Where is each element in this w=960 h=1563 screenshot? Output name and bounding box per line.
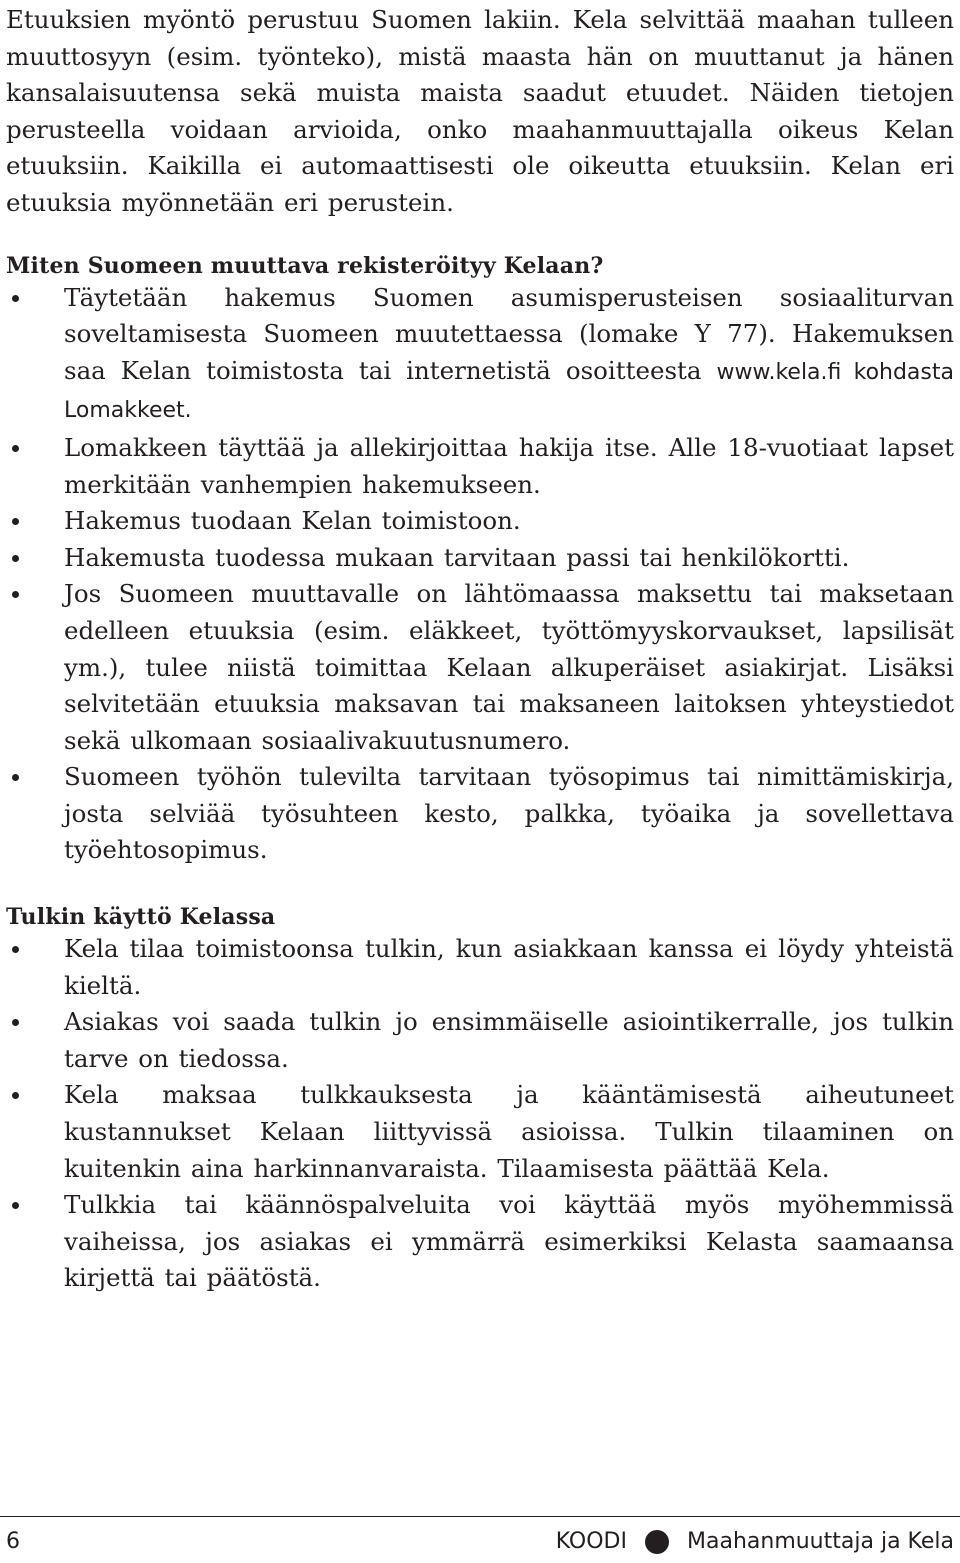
footer-divider — [0, 1516, 960, 1517]
registration-list — [6, 280, 954, 870]
bullet-icon — [12, 946, 19, 953]
list-item — [6, 430, 954, 503]
bullet-icon — [12, 1092, 19, 1099]
list-item-text: Kela maksaa tulkkauksesta ja kääntämisestä aiheutuneet kustannukset Kelaan liittyvissä asioissa. Tulkin tilaaminen on kuitenkin aina harkinnanvaraista. Tilaamisesta päättää Kela. — [64, 1080, 954, 1183]
list-item — [6, 1187, 954, 1297]
bullet-icon — [12, 295, 19, 302]
bullet-icon — [12, 591, 19, 598]
list-item-text: Tulkkia tai käännöspalveluita voi käyttää myös myöhemmissä vaiheissa, jos asiakas ei ymmärrä esimerkiksi Kelasta saamaansa kirjettä tai päätöstä. — [64, 1190, 954, 1293]
document-page — [6, 0, 954, 1297]
list-item — [6, 759, 954, 869]
bullet-icon — [12, 774, 19, 781]
circle-icon — [645, 1530, 669, 1554]
bullet-icon — [12, 555, 19, 562]
list-item-text: Lomakkeen täyttää ja allekirjoittaa hakija itse. Alle 18-vuotiaat lapset merkitään vanhempien hakemukseen. — [64, 432, 954, 499]
publication-title: Maahanmuuttaja ja Kela — [687, 1529, 954, 1554]
list-item-text: Kela tilaa toimistoonsa tulkin, kun asiakkaan kanssa ei löydy yhteistä kieltä. — [64, 934, 954, 1000]
list-item — [6, 540, 954, 577]
bullet-icon — [12, 445, 19, 452]
section-heading-interpreter: Tulkin käyttö Kelassa — [6, 904, 276, 931]
list-item-text: Täytetään hakemus Suomen asumisperusteisen sosiaaliturvan soveltamisesta Suomeen muutettaessa (lomake Y 77). Hakemuksen saa Kelan toimistosta tai internetistä osoitteesta — [64, 282, 954, 385]
list-item — [6, 503, 954, 540]
list-item-text: Hakemus tuodaan Kelan toimistoon. — [64, 506, 521, 536]
kela-url-link: www.kela.fi kohdasta Lomakkeet. — [64, 359, 954, 424]
bullet-icon — [12, 1202, 19, 1209]
footer-publication — [556, 1528, 954, 1556]
bullet-icon — [12, 518, 19, 525]
list-item — [6, 931, 954, 1004]
list-item-text: Asiakas voi saada tulkin jo ensimmäiselle asiointikerralle, jos tulkin tarve on tiedossa. — [64, 1007, 954, 1073]
interpreter-list — [6, 931, 954, 1297]
list-item — [6, 576, 954, 759]
list-item — [6, 1004, 954, 1077]
bullet-icon — [12, 1019, 19, 1026]
list-item — [6, 280, 954, 430]
list-item-text: Jos Suomeen muuttavalle on lähtömaassa maksettu tai maksetaan edelleen etuuksia (esim. eläkkeet, työttömyyskorvaukset, lapsilisät ym.), tulee niistä toimittaa Kelaan alkuperäiset asiakirjat. Lisäksi selvitetään etuuksia maksavan tai maksaneen laitoksen yhteystiedot sekä ulkomaan sosiaalivakuutusnumero. — [64, 579, 954, 755]
publication-name: KOODI — [555, 1529, 627, 1554]
list-item — [6, 1077, 954, 1187]
intro-paragraph: Etuuksien myöntö perustuu Suomen lakiin. Kela selvittää maahan tulleen muuttosyyn (esim. työnteko), mistä maasta hän on muuttanut ja hänen kansalaisuutensa sekä muista maista saadut etuudet. Näiden tietojen perusteella voidaan arvioida, onko maahanmuuttajalla oikeus Kelan etuuksiin. Kaikilla ei automaattisesti ole oikeutta etuuksiin. Kelan eri etuuksia myönnetään eri perustein. — [6, 5, 954, 217]
page-number: 6 — [6, 1529, 20, 1554]
list-item-text: Suomeen työhön tulevilta tarvitaan työsopimus tai nimittämiskirja, josta selviää työsuhteen kesto, palkka, työaika ja sovellettava työehtosopimus. — [64, 762, 954, 865]
list-item-text: Hakemusta tuodessa mukaan tarvitaan passi tai henkilökortti. — [64, 542, 850, 572]
section-heading-registration: Miten Suomeen muuttava rekisteröityy Kelaan? — [6, 252, 604, 279]
page-footer — [0, 1516, 960, 1563]
